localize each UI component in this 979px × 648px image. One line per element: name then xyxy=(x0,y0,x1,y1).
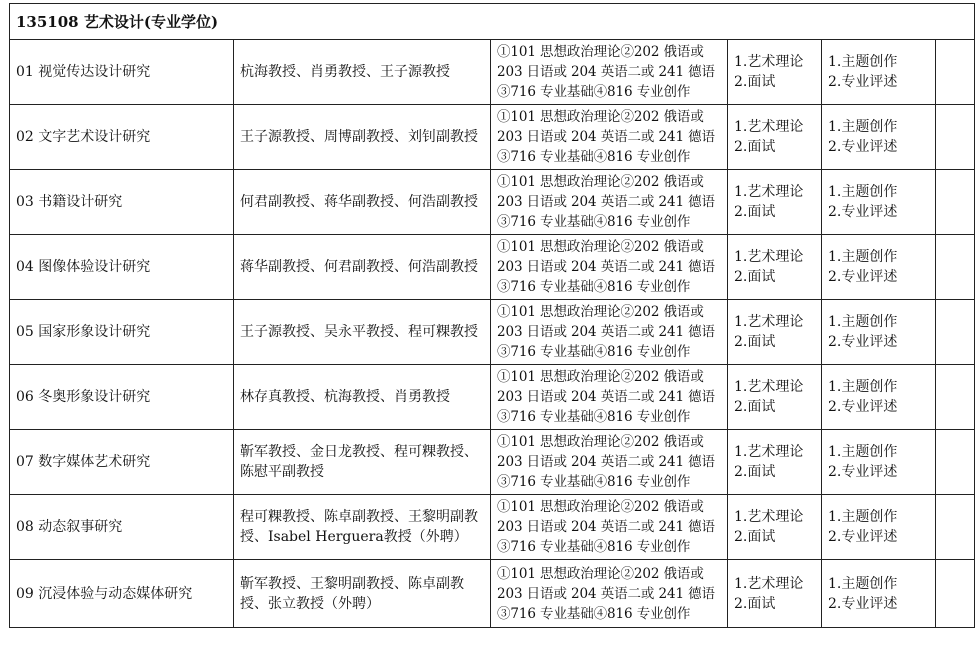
retest-subjects-cell-line: 1.艺术理论 xyxy=(734,444,804,460)
exam-subjects-cell xyxy=(491,495,728,560)
exam-subjects-cell-line: ③716 专业基础④816 专业创作 xyxy=(497,344,691,360)
exam-subjects-cell-line: ③716 专业基础④816 专业创作 xyxy=(497,605,691,622)
remarks-cell xyxy=(936,40,975,105)
retest-subjects-cell-line: 2.面试 xyxy=(734,139,776,155)
research-direction-cell: 05 国家形象设计研究 xyxy=(10,300,234,365)
retest-subjects-cell-line: 1.艺术理论 xyxy=(734,249,804,265)
exam-subjects-cell-line: ①101 思想政治理论②202 俄语或 xyxy=(497,434,704,450)
table-row xyxy=(10,170,975,235)
retest-creation-cell-line: 1.主题创作 xyxy=(828,184,898,200)
remarks-cell xyxy=(936,495,975,560)
supervisors-cell: 杭海教授、肖勇教授、王子源教授 xyxy=(234,40,491,105)
retest-subjects-cell-line: 2.面试 xyxy=(734,269,776,285)
remarks-cell xyxy=(936,105,975,170)
research-direction-cell: 03 书籍设计研究 xyxy=(10,170,234,235)
retest-subjects-cell xyxy=(728,300,822,365)
exam-subjects-cell-line: ③716 专业基础④816 专业创作 xyxy=(497,84,691,100)
retest-creation-cell-line: 1.主题创作 xyxy=(828,575,898,592)
retest-creation-cell xyxy=(822,170,936,235)
exam-subjects-cell-line: ①101 思想政治理论②202 俄语或 xyxy=(497,44,704,60)
supervisors-cell: 何君副教授、蒋华副教授、何浩副教授 xyxy=(234,170,491,235)
research-direction-cell: 06 冬奥形象设计研究 xyxy=(10,365,234,430)
research-direction-cell: 02 文字艺术设计研究 xyxy=(10,105,234,170)
retest-creation-cell-line: 2.专业评述 xyxy=(828,595,898,612)
retest-subjects-cell-line: 1.艺术理论 xyxy=(734,54,804,70)
table-row xyxy=(10,365,975,430)
retest-creation-cell xyxy=(822,235,936,300)
retest-subjects-cell-line: 1.艺术理论 xyxy=(734,379,804,395)
exam-subjects-cell-line: ③716 专业基础④816 专业创作 xyxy=(497,149,691,165)
retest-creation-cell xyxy=(822,560,936,628)
exam-subjects-cell-line: ①101 思想政治理论②202 俄语或 xyxy=(497,239,704,255)
exam-subjects-cell-line: 203 日语或 204 英语二或 241 德语 xyxy=(497,519,715,535)
exam-subjects-cell-line: ③716 专业基础④816 专业创作 xyxy=(497,214,691,230)
retest-subjects-cell-line: 1.艺术理论 xyxy=(734,119,804,135)
exam-subjects-cell xyxy=(491,365,728,430)
remarks-cell xyxy=(936,430,975,495)
retest-subjects-cell-line: 1.艺术理论 xyxy=(734,314,804,330)
research-direction-cell: 01 视觉传达设计研究 xyxy=(10,40,234,105)
remarks-cell xyxy=(936,300,975,365)
retest-subjects-cell-line: 2.面试 xyxy=(734,334,776,350)
supervisors-cell: 王子源教授、吴永平教授、程可粿教授 xyxy=(234,300,491,365)
retest-creation-cell-line: 1.主题创作 xyxy=(828,509,898,525)
retest-creation-cell-line: 1.主题创作 xyxy=(828,54,898,70)
retest-subjects-cell xyxy=(728,365,822,430)
retest-subjects-cell-line: 1.艺术理论 xyxy=(734,184,804,200)
table-row xyxy=(10,235,975,300)
exam-subjects-cell-line: 203 日语或 204 英语二或 241 德语 xyxy=(497,194,715,210)
exam-subjects-cell-line: 203 日语或 204 英语二或 241 德语 xyxy=(497,389,715,405)
exam-subjects-cell xyxy=(491,560,728,628)
table-row xyxy=(10,560,975,628)
supervisors-cell: 林存真教授、杭海教授、肖勇教授 xyxy=(234,365,491,430)
retest-subjects-cell xyxy=(728,40,822,105)
supervisors-cell: 王子源教授、周博副教授、刘钊副教授 xyxy=(234,105,491,170)
retest-creation-cell-line: 1.主题创作 xyxy=(828,379,898,395)
exam-subjects-cell-line: ③716 专业基础④816 专业创作 xyxy=(497,279,691,295)
retest-creation-cell xyxy=(822,105,936,170)
exam-subjects-cell-line: 203 日语或 204 英语二或 241 德语 xyxy=(497,454,715,470)
retest-subjects-cell-line: 2.面试 xyxy=(734,204,776,220)
exam-subjects-cell xyxy=(491,40,728,105)
retest-subjects-cell xyxy=(728,170,822,235)
exam-subjects-cell-line: ①101 思想政治理论②202 俄语或 xyxy=(497,369,704,385)
exam-subjects-cell-line: ①101 思想政治理论②202 俄语或 xyxy=(497,499,704,515)
retest-creation-cell-line: 1.主题创作 xyxy=(828,249,898,265)
remarks-cell xyxy=(936,170,975,235)
retest-creation-cell-line: 2.专业评述 xyxy=(828,464,898,480)
exam-subjects-cell-line: ③716 专业基础④816 专业创作 xyxy=(497,539,691,555)
table-row xyxy=(10,105,975,170)
retest-creation-cell-line: 2.专业评述 xyxy=(828,529,898,545)
retest-subjects-cell-line: 2.面试 xyxy=(734,464,776,480)
retest-creation-cell xyxy=(822,430,936,495)
research-direction-cell: 07 数字媒体艺术研究 xyxy=(10,430,234,495)
remarks-cell xyxy=(936,560,975,628)
exam-subjects-cell xyxy=(491,300,728,365)
retest-creation-cell xyxy=(822,365,936,430)
retest-subjects-cell-line: 2.面试 xyxy=(734,529,776,545)
retest-creation-cell-line: 2.专业评述 xyxy=(828,204,898,220)
exam-subjects-cell-line: ③716 专业基础④816 专业创作 xyxy=(497,409,691,425)
exam-subjects-cell-line: ③716 专业基础④816 专业创作 xyxy=(497,474,691,490)
program-table-sheet xyxy=(9,3,974,628)
supervisors-cell: 程可粿教授、陈卓副教授、王黎明副教授、Isabel Herguera教授（外聘） xyxy=(234,495,491,560)
retest-creation-cell-line: 1.主题创作 xyxy=(828,314,898,330)
remarks-cell xyxy=(936,235,975,300)
retest-subjects-cell-line: 2.面试 xyxy=(734,399,776,415)
exam-subjects-cell xyxy=(491,105,728,170)
supervisors-cell: 靳军教授、金日龙教授、程可粿教授、陈慰平副教授 xyxy=(234,430,491,495)
exam-subjects-cell-line: ①101 思想政治理论②202 俄语或 xyxy=(497,174,704,190)
retest-subjects-cell-line: 1.艺术理论 xyxy=(734,575,804,592)
retest-creation-cell-line: 2.专业评述 xyxy=(828,399,898,415)
program-title: 135108 艺术设计(专业学位) xyxy=(10,4,975,40)
supervisors-cell: 蒋华副教授、何君副教授、何浩副教授 xyxy=(234,235,491,300)
retest-creation-cell xyxy=(822,40,936,105)
retest-subjects-cell xyxy=(728,495,822,560)
retest-creation-cell-line: 1.主题创作 xyxy=(828,444,898,460)
exam-subjects-cell-line: 203 日语或 204 英语二或 241 德语 xyxy=(497,129,715,145)
table-row xyxy=(10,495,975,560)
exam-subjects-cell-line: ①101 思想政治理论②202 俄语或 xyxy=(497,304,704,320)
exam-subjects-cell-line: ①101 思想政治理论②202 俄语或 xyxy=(497,109,704,125)
research-direction-cell: 09 沉浸体验与动态媒体研究 xyxy=(10,560,234,628)
table-row xyxy=(10,40,975,105)
retest-subjects-cell xyxy=(728,430,822,495)
exam-subjects-cell-line: 203 日语或 204 英语二或 241 德语 xyxy=(497,585,715,602)
program-table xyxy=(9,3,975,628)
exam-subjects-cell-line: ①101 思想政治理论②202 俄语或 xyxy=(497,565,704,582)
retest-creation-cell-line: 2.专业评述 xyxy=(828,334,898,350)
remarks-cell xyxy=(936,365,975,430)
research-direction-cell: 04 图像体验设计研究 xyxy=(10,235,234,300)
retest-creation-cell xyxy=(822,495,936,560)
retest-subjects-cell xyxy=(728,560,822,628)
retest-creation-cell xyxy=(822,300,936,365)
retest-subjects-cell xyxy=(728,235,822,300)
table-header-row xyxy=(10,4,975,40)
exam-subjects-cell-line: 203 日语或 204 英语二或 241 德语 xyxy=(497,64,715,80)
exam-subjects-cell xyxy=(491,170,728,235)
retest-creation-cell-line: 2.专业评述 xyxy=(828,269,898,285)
retest-creation-cell-line: 2.专业评述 xyxy=(828,74,898,90)
retest-subjects-cell-line: 1.艺术理论 xyxy=(734,509,804,525)
exam-subjects-cell xyxy=(491,430,728,495)
table-row xyxy=(10,300,975,365)
exam-subjects-cell-line: 203 日语或 204 英语二或 241 德语 xyxy=(497,324,715,340)
retest-subjects-cell-line: 2.面试 xyxy=(734,74,776,90)
exam-subjects-cell-line: 203 日语或 204 英语二或 241 德语 xyxy=(497,259,715,275)
research-direction-cell: 08 动态叙事研究 xyxy=(10,495,234,560)
retest-creation-cell-line: 1.主题创作 xyxy=(828,119,898,135)
retest-subjects-cell xyxy=(728,105,822,170)
table-row xyxy=(10,430,975,495)
retest-subjects-cell-line: 2.面试 xyxy=(734,595,776,612)
supervisors-cell: 靳军教授、王黎明副教授、陈卓副教授、张立教授（外聘） xyxy=(234,560,491,628)
retest-creation-cell-line: 2.专业评述 xyxy=(828,139,898,155)
exam-subjects-cell xyxy=(491,235,728,300)
